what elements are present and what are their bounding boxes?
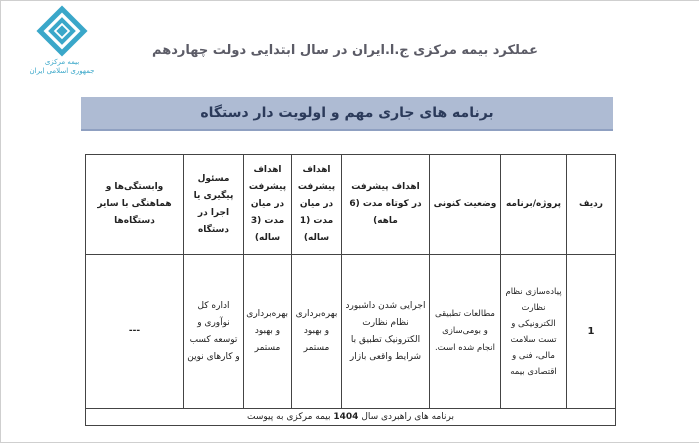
logo-text-line1: بیمه مرکزی [44, 58, 80, 66]
footer-note [86, 409, 616, 426]
programs-table [85, 154, 616, 426]
table-footer-row [86, 409, 616, 426]
report-title: عملکرد بیمه مرکزی ج.ا.ایران در سال ابتدایی دولت چهاردهم [152, 43, 538, 58]
cell-short-goal: اجرایی شدن داشبورد نظام نظارت الکترونیک تطبیق با شرایط واقعی بازار [342, 255, 430, 409]
cell-responsible: اداره کل نوآوری و توسعه کسب و کارهای نوین [184, 255, 244, 409]
header-dependencies: وابستگی‌ها و هماهنگی با سایر دستگاه‌ها [86, 155, 184, 255]
cell-status: مطالعات تطبیقی و بومی‌سازی انجام شده است. [430, 255, 501, 409]
section-banner: برنامه های جاری مهم و اولویت دار دستگاه [81, 97, 613, 131]
header-project: پروژه/برنامه [501, 155, 567, 255]
footer-prefix: برنامه های راهبردی سال [361, 411, 454, 422]
logo-emblem-icon [34, 5, 90, 57]
cell-mid1-goal: بهره‌برداری و بهبود مستمر [292, 255, 342, 409]
cell-mid3-goal: بهره‌برداری و بهبود مستمر [244, 255, 292, 409]
cell-project: پیاده‌سازی نظام نظارت الکترونیکی و تست سلامت مالی، فنی و اقتصادی بیمه [501, 255, 567, 409]
cell-dependencies: --- [86, 255, 184, 409]
header-responsible: مسئول پیگیری یا اجرا در دستگاه [184, 155, 244, 255]
central-insurance-logo [22, 5, 102, 80]
header-short-goal: اهداف پیشرفت در کوتاه مدت (6 ماهه) [342, 155, 430, 255]
header-row-number: ردیف [567, 155, 616, 255]
header-mid3-goal: اهداف پیشرفت در میان مدت (3 ساله) [244, 155, 292, 255]
footer-suffix: بیمه مرکزی به پیوست [247, 411, 331, 422]
header-status: وضعیت کنونی [430, 155, 501, 255]
cell-row-number: 1 [567, 255, 616, 409]
table-row [86, 255, 616, 409]
footer-year: 1404 [333, 411, 359, 422]
header-mid1-goal: اهداف پیشرفت در میان مدت (1 ساله) [292, 155, 342, 255]
table-header-row [86, 155, 616, 255]
logo-text-line2: جمهوری اسلامی ایران [29, 67, 95, 75]
